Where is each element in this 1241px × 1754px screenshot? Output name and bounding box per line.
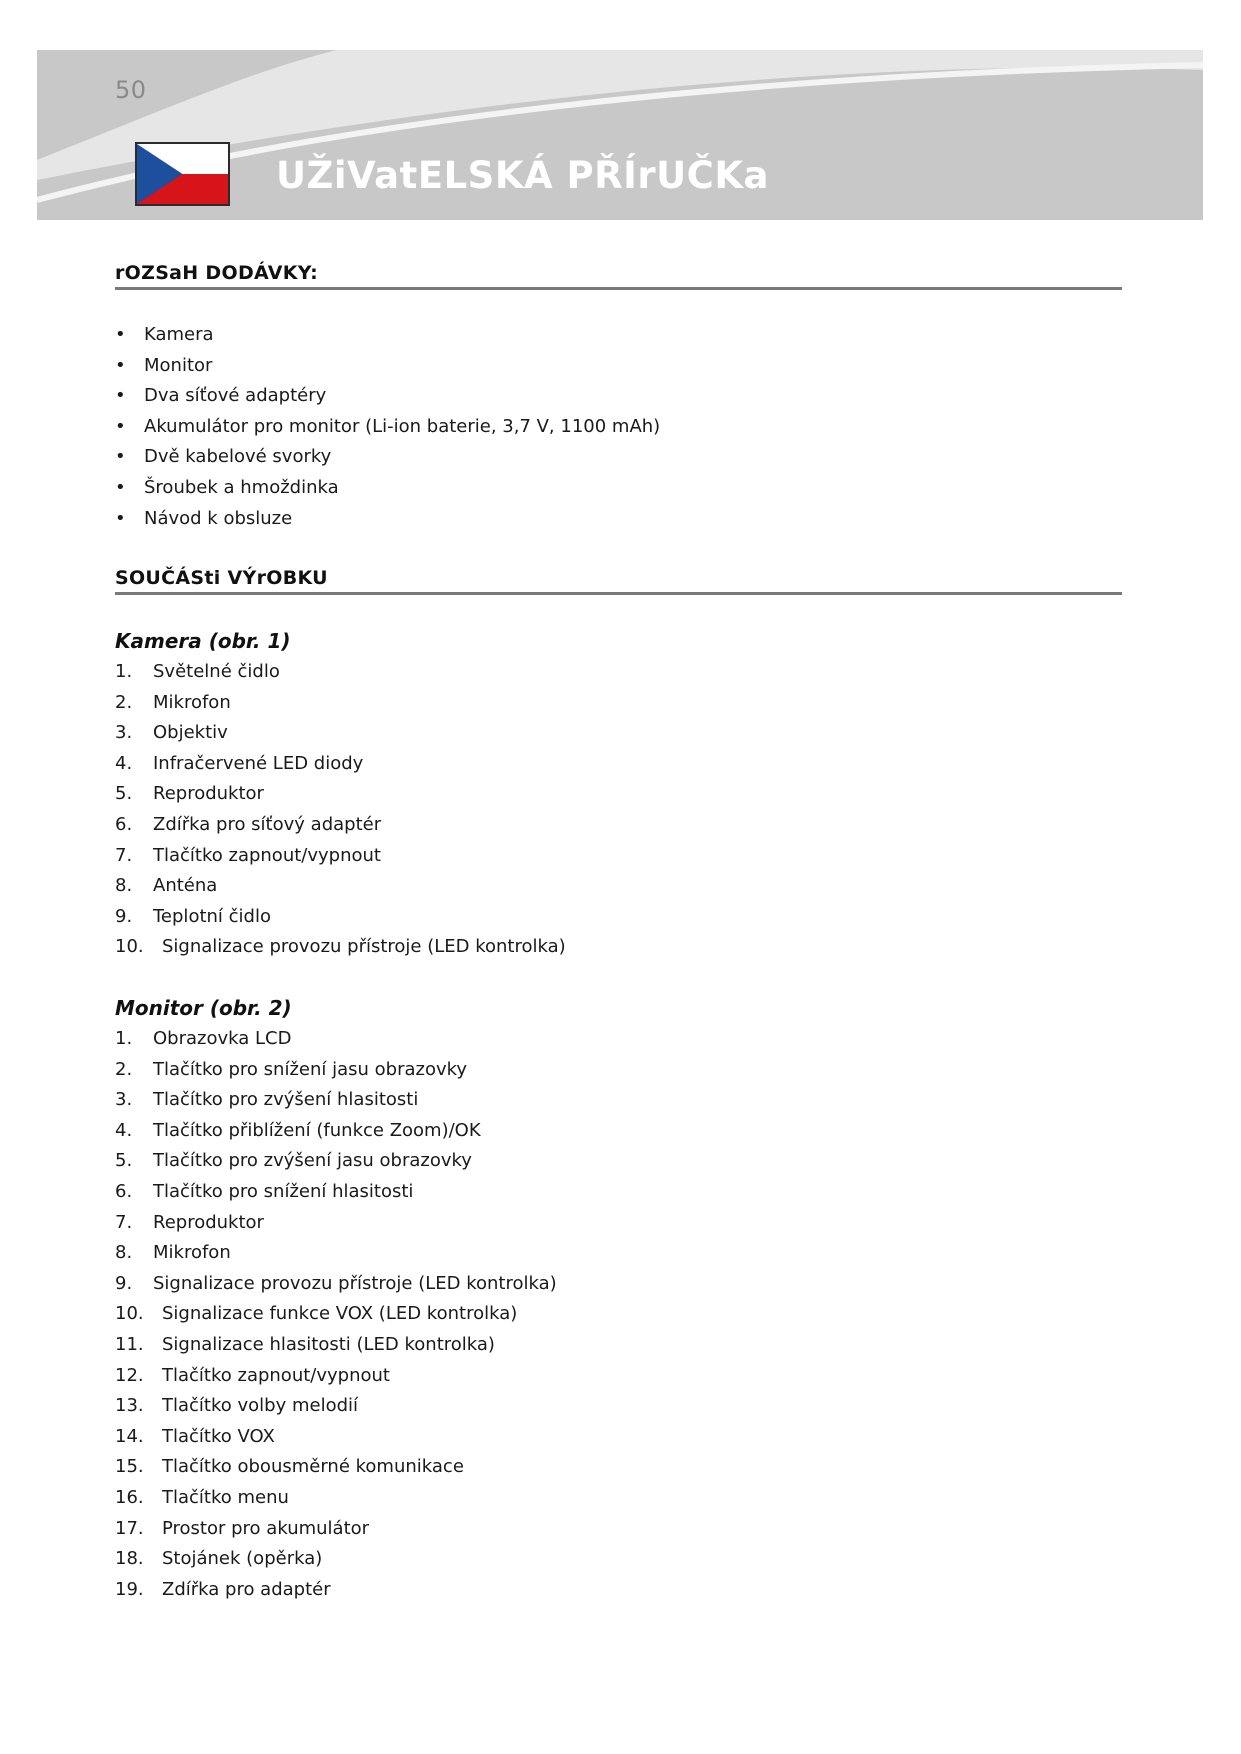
camera-subheading: Kamera (obr. 1) (115, 629, 291, 653)
czech-flag-icon (135, 142, 230, 206)
parts-heading: SOUČÁSti VÝrOBKU (115, 567, 1122, 595)
scope-heading: rOZSaH DODÁVKY: (115, 262, 1122, 290)
document-title: UŽiVatELSKÁ PŘÍrUČKa (276, 154, 769, 197)
page-number: 50 (115, 76, 147, 104)
monitor-subheading: Monitor (obr. 2) (115, 996, 292, 1020)
